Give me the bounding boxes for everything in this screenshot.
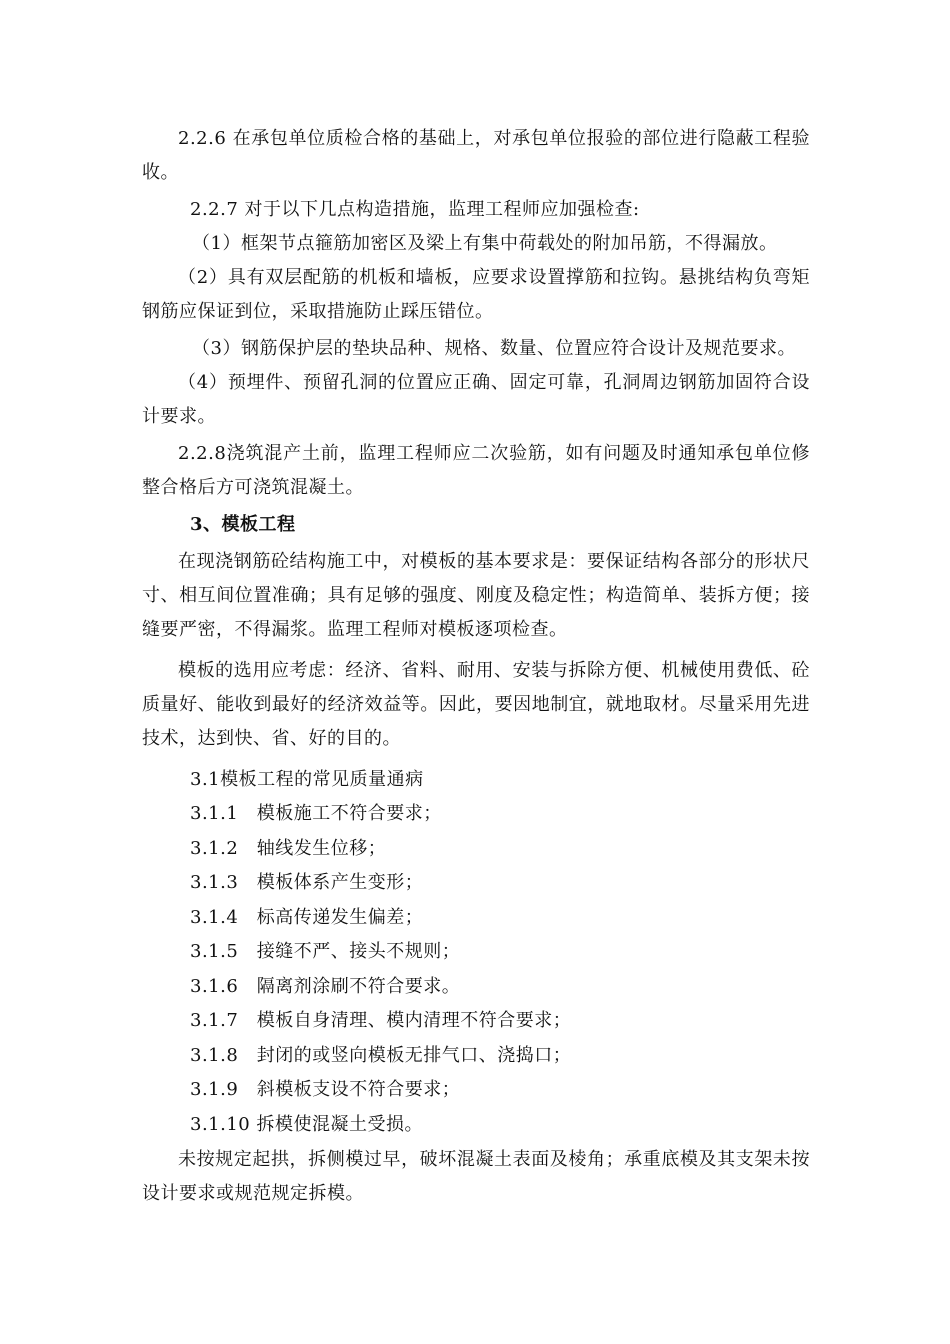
- item-1: （1）框架节点箍筋加密区及梁上有集中荷载处的附加吊筋，不得漏放。: [192, 233, 778, 254]
- paragraph-template-requirements: 在现浇钢筋砼结构施工中，对模板的基本要求是：要保证结构各部分的形状尺寸、相互间位置准确；具有足够的强度、刚度及稳定性；构造简单、装拆方便；接缝要严密，不得漏浆。监理工程师对模板逐项检查。: [142, 551, 810, 640]
- list-item: 3.1.6 隔离剂涂刷不符合要求。: [190, 976, 461, 997]
- list-item: 3.1.9 斜模板支设不符合要求；: [190, 1079, 461, 1100]
- list-item: 3.1.3 模板体系产生变形；: [190, 872, 424, 893]
- subsection-heading-3-1: 3.1模板工程的常见质量通病: [190, 769, 424, 790]
- list-item: 3.1.5 接缝不严、接头不规则；: [190, 941, 461, 962]
- section-heading-3: 3、模板工程: [190, 514, 296, 535]
- list-item: 3.1.1 模板施工不符合要求；: [190, 803, 442, 824]
- item-2: （2）具有双层配筋的机板和墙板，应要求设置撑筋和拉钩。悬挑结构负弯矩钢筋应保证到位，采取措施防止踩压错位。: [142, 267, 810, 322]
- paragraph-2-2-6: 2.2.6 在承包单位质检合格的基础上，对承包单位报验的部位进行隐蔽工程验收。: [142, 128, 810, 183]
- paragraph-template-selection: 模板的选用应考虑：经济、省料、耐用、安装与拆除方便、机械使用费低、砼质量好、能收到最好的经济效益等。因此，要因地制宜，就地取材。尽量采用先进技术，达到快、省、好的目的。: [142, 660, 810, 749]
- item-3: （3）钢筋保护层的垫块品种、规格、数量、位置应符合设计及规范要求。: [192, 338, 796, 359]
- list-item: 3.1.4 标高传递发生偏差；: [190, 907, 424, 928]
- list-item: 3.1.2 轴线发生位移；: [190, 838, 387, 859]
- paragraph-2-2-8: 2.2.8浇筑混产土前，监理工程师应二次验筋，如有问题及时通知承包单位修整合格后方可浇筑混凝土。: [142, 443, 810, 498]
- list-item: 3.1.8 封闭的或竖向模板无排气口、浇捣口；: [190, 1045, 572, 1066]
- paragraph-2-2-7: 2.2.7 对于以下几点构造措施，监理工程师应加强检查:: [190, 199, 640, 220]
- paragraph-demolding: 未按规定起拱，拆侧模过早，破坏混凝土表面及棱角；承重底模及其支架未按设计要求或规范规定拆模。: [142, 1149, 810, 1204]
- list-item: 3.1.7 模板自身清理、模内清理不符合要求；: [190, 1010, 572, 1031]
- item-4: （4）预埋件、预留孔洞的位置应正确、固定可靠，孔洞周边钢筋加固符合设计要求。: [142, 372, 810, 427]
- list-item: 3.1.10 拆模使混凝土受损。: [190, 1114, 423, 1135]
